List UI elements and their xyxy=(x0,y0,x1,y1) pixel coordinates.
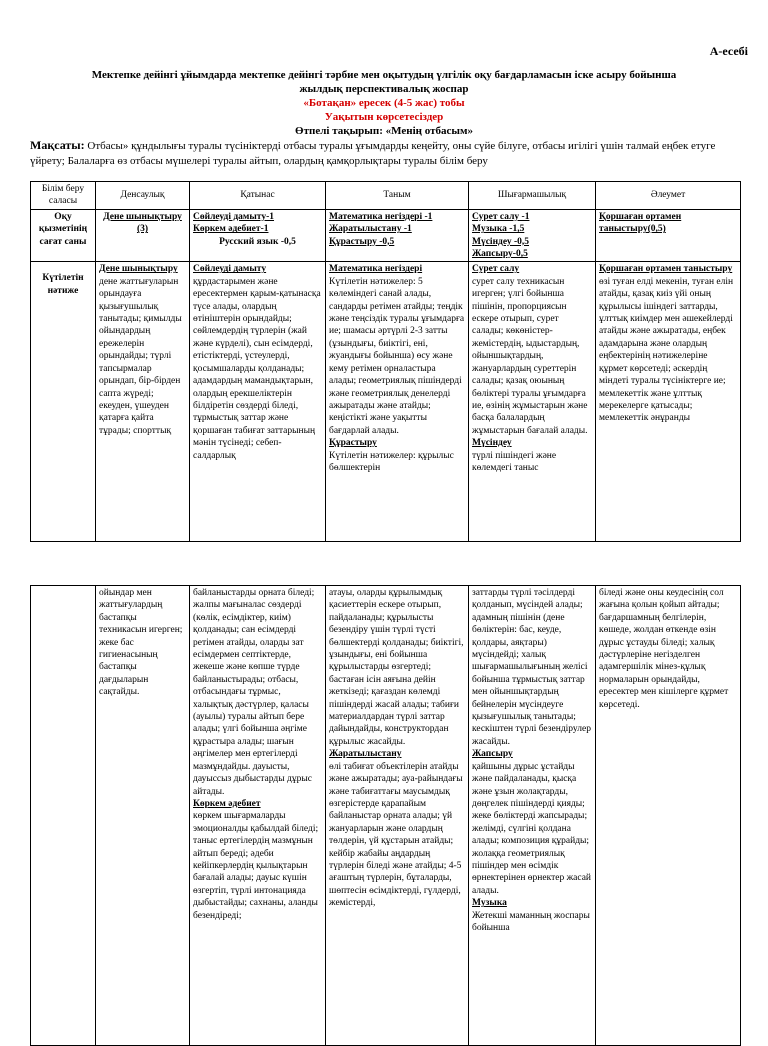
goal-label: Мақсаты: xyxy=(30,138,85,152)
header-line-1: Мектепке дейінгі ұйымдарда мектепке дейінгі тәрбие мен оқытудың үлгілік оқу бағдарламасын іске асыру бойынша xyxy=(91,69,677,81)
hours-social: Қоршаған ортамен таныстыру(0,5) xyxy=(596,209,741,262)
hours-communication: Сөйлеуді дамыту-1 Көркем әдебиет-1 Русский язык -0,5 xyxy=(190,209,326,262)
col-header-creativity: Шығармашылық xyxy=(469,182,596,210)
topic: Өтпелі тақырып: «Менің отбасым» xyxy=(295,125,473,137)
result-health-p1: Дене шынықтыру дене жаттығуларын орындауға қызығушылық танытады; қимылды ойындардың ережелерін орындайды; түрлі тапсырмалар орындап, бір-бірден сапта жүреді; екеуден, үшеуден қатарға қайта тұрады; спорттық xyxy=(96,262,190,542)
col-header-health: Денсаулық xyxy=(96,182,190,210)
result-row-label: Күтілетін нәтиже xyxy=(31,262,96,542)
hours-cognition: Математика негіздері -1 Жаратылыстану -1 Құрастыру -0,5 xyxy=(326,209,469,262)
result-social-p2: біледі және оны кеудесінің сол жағына қолын қойып айтады; бағдаршамның белгілерін, көшеде, жолдан өткенде өзін дұрыс ұстауды біледі; халық дәстүрлеріне негізделген адамгершілік мінез-құлық нормаларын орындайды, ересектер мен кішілерге құрмет көрсетеді. xyxy=(596,586,741,1046)
col-header-communication: Қатынас xyxy=(190,182,326,210)
header-line-2: жылдық перспективалық жоспар xyxy=(299,83,469,95)
hours-creativity: Сурет салу -1 Музыка -1,5 Мүсіндеу -0,5 Жапсыру-0,5 xyxy=(469,209,596,262)
hours-health: Дене шынықтыру (3) xyxy=(96,209,190,262)
result-health-p2: ойындар мен жаттығулардың бастапқы техникасын игерген; жеке бас гигиенасының бастапқы дағдыларын сақтайды. xyxy=(96,586,190,1046)
report-label: А-есебі xyxy=(709,44,748,58)
result-cognition-p2: атауы, оларды құрылымдық қасиеттерін ескере отырып, пайдаланады; құрылысты безендіру үшін түрлі түсті бөлшектерді қолданады; биіктігі, ұзындығы, ені бойынша құрылыстарды өзгертеді; бастаған ісін аяғына дейін жеткізеді; қағаздан көлемді пішіндерді жасай алады; табиғи материалдардан түрлі заттар дайындайды, конструктордан құрылыс жасайды. Жаратылыстану өлі табиғат объектілерін атайды және ажыратады; ауа-райындағы және табиғаттағы маусымдық өзгерістерде қарапайым байланыстар орната алады; үй жануарларын және олардың төлдерін, үй құстарын атайды; кейбір жабайы аңдардың түрлерін біледі және атайды; 4-5 ағаштың түрлерін, бұталарды, шөптесін өсімдіктерді, гүлдерді, жемістерді, xyxy=(326,586,469,1046)
col-header-area: Білім беру саласы xyxy=(31,182,96,210)
document-header xyxy=(30,68,738,138)
col-header-cognition: Таным xyxy=(326,182,469,210)
result-communication-p1: Сөйлеуді дамыту құрдастарымен және ересектермен қарым-қатынасқа түсе алады, олардың өтініштерін орындайды; сөйлемдердің түрлерін (жай және күрделі), сын есімдерді, етістіктерді, үстеулерді, қосымшаларды қолданады; адамдардың мамандықтарын, олардың ерекшеліктерін білдіретін сөздерді біледі, тұрмыстық заттар және қоршаған табиғат заттарының мәнін түсінеді; себеп-салдарлық xyxy=(190,262,326,542)
result-cognition-p1: Математика негіздері Күтілетін нәтижелер: 5 көлеміндегі санай алады, сандарды ретімен атайды; теңдік және теңсіздік туралы ұғымдарға ие; шамасы әртүрлі 2-3 затты (ұзындығы, биіктігі, ені, жуандығы бойынша) өсу және кему ретімен орналастыра алады; геометриялық пішіндерді және геометриялық денелерді ажыратады және атайды; кеңістікті және уақытты бағдарлай алады. Құрастыру Күтілетін нәтижелер: құрылыс бөлшектерін xyxy=(326,262,469,542)
time-note: Уақытын көрсетесіздер xyxy=(324,111,444,123)
hours-row-label: Оқу қызметінің сағат саны xyxy=(31,209,96,262)
result-creativity-p2: заттарды түрлі тәсілдерді қолданып, мүсіндей алады; адамның пішінін (дене бөліктерін: бас, кеуде, қолдары, аяқтары) мүсіндейді; халық шығармашылығының желісі бойынша тұрмыстық заттар мен ойыншықтардың бейнелерін мүсіндеуге қызығушылық танытады; кескіштен түрлі безендірулер жасайды. Жапсыру қайшыны дұрыс ұстайды және пайдаланады, қысқа және ұзын жолақтарды, дөңгелек пішіндерді қияды; жеке бөліктерді жапсырады; желімді, сүлгіні қолдана алады; композиция құрайды; жолаққа геометриялық пішіндер мен өсімдік өрнектерінен өрнектер жасай алады. Музыка Жетекші маманның жоспары бойынша xyxy=(469,586,596,1046)
result-label-empty-p2 xyxy=(31,586,96,1046)
result-social-p1: Қоршаған ортамен таныстыру өзі туған елді мекенін, туған елін атайды, қазақ киіз үйі оның құрылысы ішіндегі заттарды, ұлттық киімдер мен әшекейлерді атайды және ажыратады, еңбек адамдарына және олардың еңбектерінің нәтижелеріне құрмет көрсетеді; әскердің міндеті туралы түсініктерге ие; мемлекеттік және ұлттық мерекелерге қатысады; мемлекеттік әнұранды xyxy=(596,262,741,542)
page-2 xyxy=(0,585,768,1024)
goal xyxy=(30,138,740,169)
result-communication-p2: байланыстарды орната біледі; жалпы мағыналас сөздерді (көлік, есімдіктер, киім) қолданады; сан есімдерді ретімен атайды, оларды зат есімдермен септіктерде, жекеше және көпше түрде байланыстырады; отбасы, отбасындағы тұрмыс, халықтық дәстүрлер, қаласы (ауылы) туралы айтып бере алады; үлгі бойынша әңгіме құрастыра алады; шағын әңгімелер мен ертегілерді мазмұндайды. дауысты, дауыссыз дыбыстарды дұрыс айтады. Көркем әдебиет көркем шығармаларды эмоционалды қабылдай біледі; таныс ертегілердің мазмұнын айтып береді; әдеби кейіпкерлердің қылықтарын бағалай алады; дауыс күшін өзгертіп, түрлі интонацияда дыбыстайды; сахнаны, аланды безендіреді; xyxy=(190,586,326,1046)
plan-table-page-2 xyxy=(30,585,741,1046)
group-name: «Ботақан» ересек (4-5 жас) тобы xyxy=(303,97,465,109)
plan-table-page-1 xyxy=(30,181,741,542)
result-creativity-p1: Сурет салу сурет салу техникасын игерген; үлгі бойынша пішінін, пропорциясын ескере отырып, сурет салады; көкөністер-жемістердің, ыдыстардың, ойыншықтардың, жануарлардың суреттерін салады; қазақ оюының бөліктері туралы ұғымдарға ие, өзінің жұмыстарын және басқа балалардың жұмыстарын бағалай алады. Мүсіндеу түрлі пішіндегі және көлемдегі таныс xyxy=(469,262,596,542)
col-header-social: Әлеумет xyxy=(596,182,741,210)
goal-text: Отбасы» құндылығы туралы түсініктерді отбасы туралы ұғымдарды кеңейту, оны сүйе білуге, отбасы игілігі үшін талмай еңбек етуге үйрету; Балаларға өз отбасы мүшелері туралы айтып, олардың қамқорлықтары туралы білім беру xyxy=(30,140,716,167)
